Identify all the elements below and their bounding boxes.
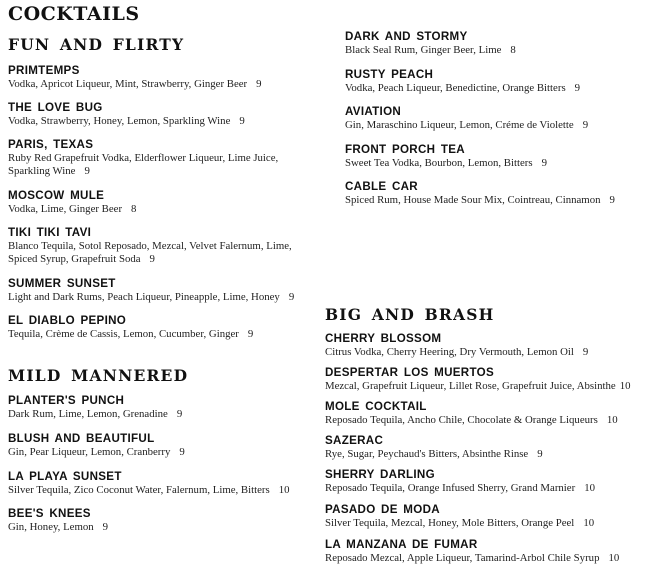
menu-item — [345, 180, 615, 207]
section-title-mild-mannered: MILD MANNERED — [8, 366, 189, 385]
item-price: 9 — [609, 194, 615, 206]
menu-item — [345, 143, 547, 170]
item-price: 9 — [288, 291, 295, 303]
item-price: 9 — [239, 115, 245, 127]
item-price: 9 — [582, 119, 589, 131]
item-price: 8 — [510, 44, 516, 56]
item-desc: Vodka, Strawberry, Honey, Lemon, Sparkling Wine — [8, 115, 231, 127]
menu-item — [325, 366, 631, 393]
item-desc: Reposado Tequila, Orange Infused Sherry, Grand Marnier — [325, 482, 576, 494]
item-name: SUMMER SUNSET — [8, 277, 116, 290]
menu-item — [325, 332, 588, 359]
item-desc: Silver Tequila, Mezcal, Honey, Mole Bitters, Orange Peel — [325, 517, 575, 529]
item-price: 9 — [102, 521, 109, 533]
item-price: 10 — [619, 380, 631, 392]
item-desc: Reposado Tequila, Ancho Chile, Chocolate & Orange Liqueurs — [325, 414, 598, 426]
item-price: 9 — [574, 82, 581, 94]
item-price: 9 — [149, 253, 155, 265]
item-price: 10 — [584, 482, 595, 494]
item-desc-line2: Spiced Syrup, Grapefruit Soda — [8, 253, 141, 265]
item-name: AVIATION — [345, 105, 402, 118]
item-desc: Light and Dark Rums, Peach Liqueur, Pineapple, Lime, Honey — [8, 291, 280, 303]
menu-item — [345, 105, 588, 132]
item-name: LA PLAYA SUNSET — [8, 470, 122, 483]
item-desc: Silver Tequila, Zico Coconut Water, Falernum, Lime, Bitters — [8, 484, 270, 496]
menu-item — [8, 189, 136, 216]
menu-item — [8, 138, 278, 178]
menu-item — [345, 68, 580, 95]
item-price: 9 — [247, 328, 254, 340]
item-name: EL DIABLO PEPINO — [8, 314, 127, 327]
item-price: 8 — [131, 203, 137, 215]
item-desc: Citrus Vodka, Cherry Heering, Dry Vermouth, Lemon Oil — [325, 346, 574, 358]
item-price: 10 — [278, 484, 290, 496]
menu-item — [325, 434, 543, 461]
item-name: SAZERAC — [325, 434, 384, 447]
item-price: 9 — [256, 78, 262, 90]
item-name: RUSTY PEACH — [345, 68, 434, 81]
item-desc: Rye, Sugar, Peychaud's Bitters, Absinthe Rinse — [325, 448, 529, 460]
item-name: PRIMTEMPS — [8, 64, 80, 77]
menu-item — [325, 400, 618, 427]
menu-item — [8, 314, 253, 341]
item-desc: Mezcal, Grapefruit Liqueur, Lillet Rose, Grapefruit Juice, Absinthe — [325, 380, 616, 392]
item-desc: Gin, Pear Liqueur, Lemon, Cranberry — [8, 446, 171, 458]
menu-item — [345, 30, 516, 57]
item-desc: Dark Rum, Lime, Lemon, Grenadine — [8, 408, 168, 420]
item-price: 9 — [582, 346, 589, 358]
item-name: PASADO DE MODA — [325, 503, 440, 516]
item-desc: Vodka, Apricot Liqueur, Mint, Strawberry, Ginger Beer — [8, 78, 248, 90]
item-desc-line2: Sparkling Wine — [8, 165, 76, 177]
item-name: CHERRY BLOSSOM — [325, 332, 442, 345]
menu-item — [8, 432, 185, 459]
item-price: 9 — [537, 448, 543, 460]
item-desc: Blanco Tequila, Sotol Reposado, Mezcal, Velvet Falernum, Lime, — [8, 240, 292, 252]
item-name: MOLE COCKTAIL — [325, 400, 427, 413]
item-name: DARK AND STORMY — [345, 30, 468, 43]
section-title-big-and-brash: BIG AND BRASH — [325, 305, 495, 324]
menu-item — [8, 101, 245, 128]
item-desc: Gin, Honey, Lemon — [8, 521, 94, 533]
item-desc: Spiced Rum, House Made Sour Mix, Cointreau, Cinnamon — [345, 194, 601, 206]
item-desc: Vodka, Lime, Ginger Beer — [8, 203, 123, 215]
item-name: THE LOVE BUG — [8, 101, 103, 114]
item-name: LA MANZANA DE FUMAR — [325, 538, 478, 551]
item-name: BLUSH AND BEAUTIFUL — [8, 432, 155, 445]
menu-item — [8, 277, 294, 304]
item-desc: Vodka, Peach Liqueur, Benedictine, Orange Bitters — [345, 82, 566, 94]
item-desc: Black Seal Rum, Ginger Beer, Lime — [345, 44, 502, 56]
menu-item — [8, 64, 262, 91]
item-name: MOSCOW MULE — [8, 189, 105, 202]
item-price: 10 — [608, 552, 620, 564]
menu-item — [325, 538, 619, 565]
item-price: 9 — [176, 408, 183, 420]
item-price: 9 — [179, 446, 185, 458]
item-desc: Tequila, Crème de Cassis, Lemon, Cucumber, Ginger — [8, 328, 239, 340]
menu-item — [8, 470, 290, 497]
item-price: 10 — [606, 414, 618, 426]
item-name: CABLE CAR — [345, 180, 418, 193]
item-name: FRONT PORCH TEA — [345, 143, 465, 156]
item-desc: Reposado Mezcal, Apple Liqueur, Tamarind-Arbol Chile Syrup — [325, 552, 600, 564]
item-price: 10 — [583, 517, 595, 529]
item-desc: Sweet Tea Vodka, Bourbon, Lemon, Bitters — [345, 157, 533, 169]
item-name: TIKI TIKI TAVI — [8, 226, 92, 239]
menu-item — [325, 468, 595, 495]
item-desc: Ruby Red Grapefruit Vodka, Elderflower Liqueur, Lime Juice, — [8, 152, 279, 164]
page-title: COCKTAILS — [8, 3, 140, 25]
section-title-fun-and-flirty: FUN AND FLIRTY — [8, 35, 185, 54]
item-name: BEE'S KNEES — [8, 507, 91, 520]
item-name: DESPERTAR LOS MUERTOS — [325, 366, 494, 379]
menu-item — [325, 503, 594, 530]
item-name: SHERRY DARLING — [325, 468, 435, 481]
menu-item — [8, 507, 108, 534]
item-price: 9 — [84, 165, 90, 177]
menu-item — [8, 226, 292, 266]
item-price: 9 — [541, 157, 547, 169]
item-desc: Gin, Maraschino Liqueur, Lemon, Créme de Violette — [345, 119, 574, 131]
item-name: PARIS, TEXAS — [8, 138, 94, 151]
item-name: PLANTER'S PUNCH — [8, 394, 125, 407]
menu-item — [8, 394, 182, 421]
